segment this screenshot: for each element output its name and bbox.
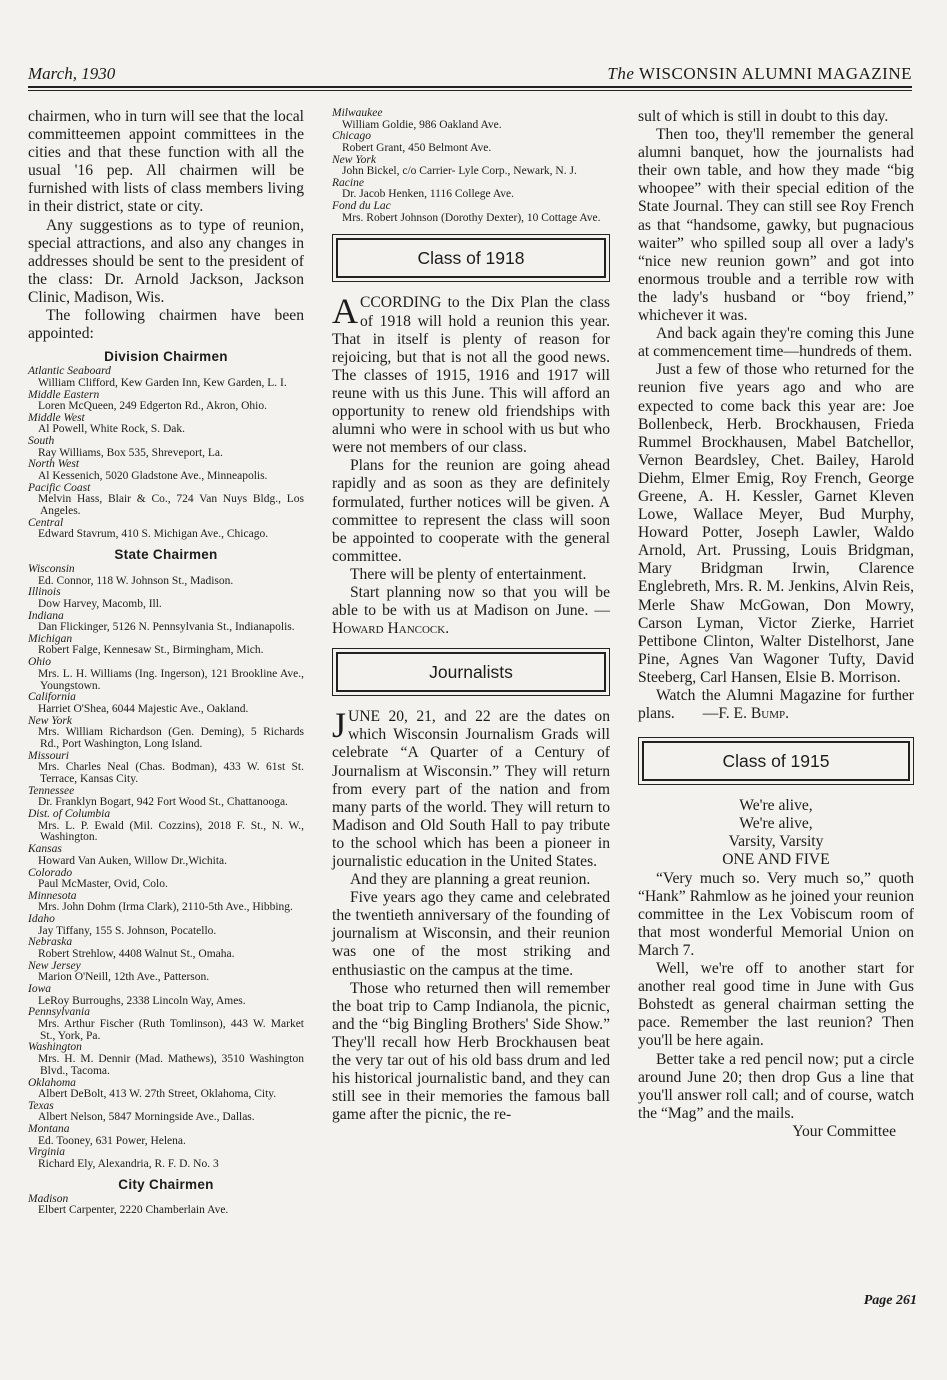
chairman-region: Middle West: [28, 411, 85, 424]
chairman-region: Texas: [28, 1099, 54, 1112]
chairman-region: Atlantic Seaboard: [28, 365, 111, 378]
class-1918-paragraph: Plans for the reunion are going ahead rapidly and as soon as they are definitely formulated, further notices will be given. A committee to represent the class will soon be appointed to cooperate with the general committee.: [332, 457, 610, 565]
journalists-text: UNE 20, 21, and 22 are the dates on which Wisconsin Journalism Grads will celebrate “A Quarter of a Century of Journalism at Wisconsin.” They will return from every part of the nation and from many parts of the world. They will return to Madison and Old South Hall to pay tribute to the school which has been a pioneer in journalistic education in the United States.: [332, 708, 610, 871]
chairman-entry: Mrs. Robert Johnson (Dorothy Dexter), 10 Cottage Ave.: [342, 211, 601, 224]
poem-line: Varsity, Varsity: [728, 833, 824, 851]
chairman-entry: Mrs. L. P. Ewald (Mil. Cozzins), 2018 F. St., N. W., Washington.: [38, 819, 304, 844]
class-1918-text: CCORDING to the Dix Plan the class of 1918 will hold a reunion this year. That in itself is plenty of reason for rejoicing, but that is not all the good news. The classes of 1915, 1916 and 1917 will reune with us this June. This will afford an opportunity to renew old friendships with alumni who were in school with us but who were not members of our class.: [332, 294, 610, 457]
division-chairmen-list: [28, 366, 304, 541]
class-1918-text: Start planning now so that you will be able to be with us at Madison on June.: [332, 583, 610, 620]
city-chairmen-list: [28, 1194, 304, 1217]
chairman-region: Central: [28, 516, 64, 529]
chairman-region: Iowa: [28, 983, 51, 996]
magazine-prefix: The: [607, 64, 635, 83]
chairman-entry: Jay Tiffany, 155 S. Johnson, Pocatello.: [38, 924, 217, 937]
city-chairmen-heading: City Chairmen: [118, 1176, 214, 1192]
journalists-paragraph: Then too, they'll remember the general alumni banquet, how the journalists had their own table, and how they made “big whoopee” with their special edition of the State Journal. They can still see Roy French as that “handsome, gawky, but pugnacious waiter” who spilled soup all over a lady's “nice new reunion gown” and got into enormous trouble and a terrible row with the lady's husband or “boy friend,” whichever it was.: [638, 126, 914, 325]
poem-line: ONE AND FIVE: [722, 851, 830, 869]
chairman-region: South: [28, 435, 55, 448]
chairman-region: Tennessee: [28, 784, 75, 797]
class-1918-paragraph: [332, 584, 610, 638]
journalists-paragraph: [332, 705, 610, 871]
running-header: [28, 64, 912, 84]
chairman-entry: Richard Ely, Alexandria, R. F. D. No. 3: [38, 1157, 219, 1170]
chairman-region: Chicago: [332, 130, 371, 143]
chairman-entry: Harriet O'Shea, 6044 Majestic Ave., Oakland.: [38, 702, 249, 715]
chairman-entry: Mrs. William Richardson (Gen. Deming), 5 Richards Rd., Port Washington, Long Island.: [38, 726, 304, 750]
chairman-entry: Ed. Tooney, 631 Power, Helena.: [38, 1134, 186, 1147]
intro-paragraph: Any suggestions as to type of reunion, special attractions, and also any changes in addresses should be sent to the president of the class: Dr. Arnold Jackson, Jackson Clinic, Madison, Wis.: [28, 216, 304, 306]
chairman-entry: Dan Flickinger, 5126 N. Pennsylvania St., Indianapolis.: [38, 621, 295, 634]
class-1918-paragraph: There will be plenty of entertainment.: [350, 565, 587, 583]
issue-date: March, 1930: [28, 64, 116, 83]
chairman-region: Indiana: [28, 609, 64, 622]
chairman-entry: William Goldie, 986 Oakland Ave.: [342, 118, 502, 131]
class-1918-paragraph: [332, 291, 610, 457]
chairman-region: New York: [332, 153, 376, 166]
chairman-entry: Robert Falge, Kennesaw St., Birmingham, Mich.: [38, 644, 264, 657]
chairman-region: Ohio: [28, 656, 51, 669]
chairman-region: Missouri: [28, 749, 69, 762]
chairman-region: Madison: [28, 1192, 69, 1205]
header-rule-thin: [28, 90, 912, 91]
chairman-region: North West: [28, 458, 80, 471]
drop-cap: J: [332, 705, 347, 746]
journalists-paragraph: Five years ago they came and celebrated the twentieth anniversary of the founding of journalism at Wisconsin, and their reunion was one of the most striking and enthusiastic on the campus at the time.: [332, 889, 610, 979]
state-chairmen-heading: State Chairmen: [114, 547, 218, 563]
journalists-heading: Journalists: [336, 652, 606, 692]
chairman-region: Colorado: [28, 866, 73, 879]
chairman-entry: Dr. Jacob Henken, 1116 College Ave.: [342, 188, 515, 201]
class-1915-paragraph: Well, we're off to another start for another real good time in June with Gus Bohstedt as general chairman setting the pace. Remember the last reunion? Then you'll be here again.: [638, 960, 914, 1050]
chairman-entry: Marion O'Neill, 12th Ave., Patterson.: [38, 971, 210, 984]
chairman-region: Washington: [28, 1041, 82, 1054]
intro-paragraph: The following chairmen have been appointed:: [28, 307, 304, 343]
author-signature: —F. E. Bump.: [702, 705, 790, 723]
chairman-entry: Mrs. H. M. Dennir (Mad. Mathews), 3510 Washington Blvd., Tacoma.: [38, 1052, 304, 1077]
chairman-entry: Howard Van Auken, Willow Dr.,Wichita.: [38, 854, 228, 867]
author-signature: —Howard Hancock.: [332, 602, 610, 638]
chairman-region: Oklahoma: [28, 1076, 76, 1089]
class-1915-paragraph: Better take a red pencil now; put a circle around June 20; then drop Gus a line that you'll answer roll call; and of course, watch the “Mag” and the mails.: [638, 1050, 914, 1122]
chairman-entry: Dr. Franklyn Bogart, 942 Fort Wood St., Chattanooga.: [38, 796, 288, 809]
journalists-text: Watch the Alumni Magazine for further plans.: [638, 687, 914, 723]
chairman-region: Michigan: [28, 632, 73, 645]
chairman-entry: John Bickel, c/o Carrier- Lyle Corp., Newark, N. J.: [342, 165, 577, 178]
committee-signature: Your Committee: [792, 1122, 896, 1140]
column-2: [332, 108, 610, 1124]
journalists-heading-box: [332, 648, 610, 696]
page-number: Page 261: [863, 1293, 917, 1308]
chairman-entry: Al Kessenich, 5020 Gladstone Ave., Minneapolis.: [38, 469, 268, 482]
poem-line: We're alive,: [739, 815, 813, 833]
chairman-entry: LeRoy Burroughs, 2338 Lincoln Way, Ames.: [38, 994, 246, 1007]
chairman-region: Illinois: [28, 586, 61, 599]
division-chairmen-heading: Division Chairmen: [104, 349, 228, 365]
chairman-entry: Edward Stavrum, 410 S. Michigan Ave., Chicago.: [38, 528, 269, 541]
journalists-paragraph: And they are planning a great reunion.: [350, 871, 591, 889]
journalists-paragraph: sult of which is still in doubt to this day.: [638, 108, 889, 125]
chairman-entry: Mrs. L. H. Williams (Ing. Ingerson), 121 Brookline Ave., Youngstown.: [38, 667, 304, 692]
chairman-region: Wisconsin: [28, 563, 75, 576]
chairman-region: Virginia: [28, 1146, 66, 1159]
column-1: [28, 108, 304, 1217]
chairman-region: Minnesota: [28, 889, 77, 902]
header-rule: [28, 86, 912, 88]
chairman-region: Milwaukee: [332, 107, 383, 119]
journalists-paragraph: And back again they're coming this June at commencement time—hundreds of them.: [638, 325, 914, 361]
state-chairmen-list: [28, 564, 304, 1171]
chairman-region: Montana: [28, 1123, 70, 1136]
class-1918-heading: Class of 1918: [336, 238, 606, 278]
chairman-entry: Ed. Connor, 118 W. Johnson St., Madison.: [38, 574, 234, 587]
chairman-region: Nebraska: [28, 936, 73, 949]
chairman-entry: Mrs. Arthur Fischer (Ruth Tomlinson), 443 W. Market St., York, Pa.: [38, 1017, 304, 1042]
intro-paragraph: chairmen, who in turn will see that the local committeemen appoint committees in the cities and that these function with all the usual '16 pep. All chairmen will be furnished with lists of class members living in their district, state or city.: [28, 108, 304, 216]
chairman-entry: Al Powell, White Rock, S. Dak.: [38, 423, 186, 436]
chairman-entry: Paul McMaster, Ovid, Colo.: [38, 878, 168, 891]
chairman-entry: Albert Nelson, 5847 Morningside Ave., Dallas.: [38, 1111, 255, 1124]
chairman-region: Pennsylvania: [28, 1006, 90, 1019]
journalists-paragraph: Those who returned then will remember the boat trip to Camp Indianola, the picnic, and the “big Bingling Brothers' Side Show.” They'll recall how Herb Brockhausen beat the very tar out of his old bass drum and led his historical journalistic band, and they can still see in their memories the famous ball game after the picnic, the re-: [332, 979, 610, 1124]
chairman-region: New York: [28, 714, 72, 727]
chairman-entry: William Clifford, Kew Garden Inn, Kew Garden, L. I.: [38, 376, 287, 389]
class-yell-poem: [638, 797, 914, 869]
magazine-name: WISCONSIN ALUMNI MAGAZINE: [638, 64, 912, 83]
class-1915-heading-box: [638, 737, 914, 785]
chairman-entry: Elbert Carpenter, 2220 Chamberlain Ave.: [38, 1204, 229, 1217]
chairman-entry: Melvin Hass, Blair & Co., 724 Van Nuys Bldg., Los Angeles.: [38, 493, 304, 517]
chairman-region: New Jersey: [28, 959, 81, 972]
class-1918-heading-box: [332, 234, 610, 282]
chairman-region: California: [28, 691, 76, 704]
chairman-entry: Mrs. Charles Neal (Chas. Bodman), 433 W. 61st St. Terrace, Kansas City.: [38, 761, 304, 786]
chairman-region: Idaho: [28, 913, 55, 926]
chairman-region: Kansas: [28, 843, 62, 856]
chairman-entry: Robert Strehlow, 4408 Walnut St., Omaha.: [38, 947, 235, 960]
class-1915-heading: Class of 1915: [642, 741, 910, 781]
drop-cap: A: [332, 291, 358, 332]
journalists-paragraph: Just a few of those who returned for the reunion five years ago and who are expected to come back this year are: Joe Bollenbeck, Herb. Brockhausen, Frieda Rummel Brockhausen, Mabel Batchellor, Vernon Beardsley, Chet. Bailey, Harold Diehm, Elmer Emig, Roy French, George Greene, A. H. Kessler, Garnet Kleven Lowe, Wallace Meyer, Bud Murphy, Howard Potter, Joseph Lawler, Waldo Arnold, Art. Prussing, Louis Bridgman, Mary Bridgman Irwin, Clarence Englebreth, Mrs. R. M. Jenkins, Alvin Reis, Merle Shaw McGowan, Don Mowry, Carson Lyman, Victor Zierke, Harriet Pettibone Clinton, Walter Distelhorst, Jane Pine, Agnes Van Wagoner Tufty, David Steeberg, Carl Hansen, Elsie B. Morrison.: [638, 361, 914, 686]
city-chairmen-list-continued: [332, 108, 610, 224]
class-1915-paragraph: “Very much so. Very much so,” quoth “Hank” Rahmlow as he joined your reunion committee in the Lex Vobiscum room of that most wonderful Memorial Union on March 7.: [638, 869, 914, 959]
magazine-title: [607, 64, 912, 84]
column-3: [638, 108, 914, 1141]
chairman-entry: Albert DeBolt, 413 W. 27th Street, Oklahoma, City.: [38, 1088, 277, 1101]
chairman-entry: Dow Harvey, Macomb, Ill.: [38, 597, 162, 610]
chairman-region: Racine: [332, 176, 364, 189]
chairman-region: Fond du Lac: [332, 200, 391, 213]
poem-line: We're alive,: [739, 797, 813, 815]
chairman-region: Pacific Coast: [28, 481, 91, 494]
chairman-entry: Ray Williams, Box 535, Shreveport, La.: [38, 446, 223, 459]
chairman-entry: Mrs. John Dohm (Irma Clark), 2110-5th Ave., Hibbing.: [38, 901, 293, 914]
chairman-entry: Loren McQueen, 249 Edgerton Rd., Akron, Ohio.: [38, 400, 268, 413]
journalists-paragraph: [638, 687, 914, 723]
chairman-region: Middle Eastern: [28, 388, 100, 401]
chairman-region: Dist. of Columbia: [28, 808, 111, 821]
chairman-entry: Robert Grant, 450 Belmont Ave.: [342, 141, 492, 154]
